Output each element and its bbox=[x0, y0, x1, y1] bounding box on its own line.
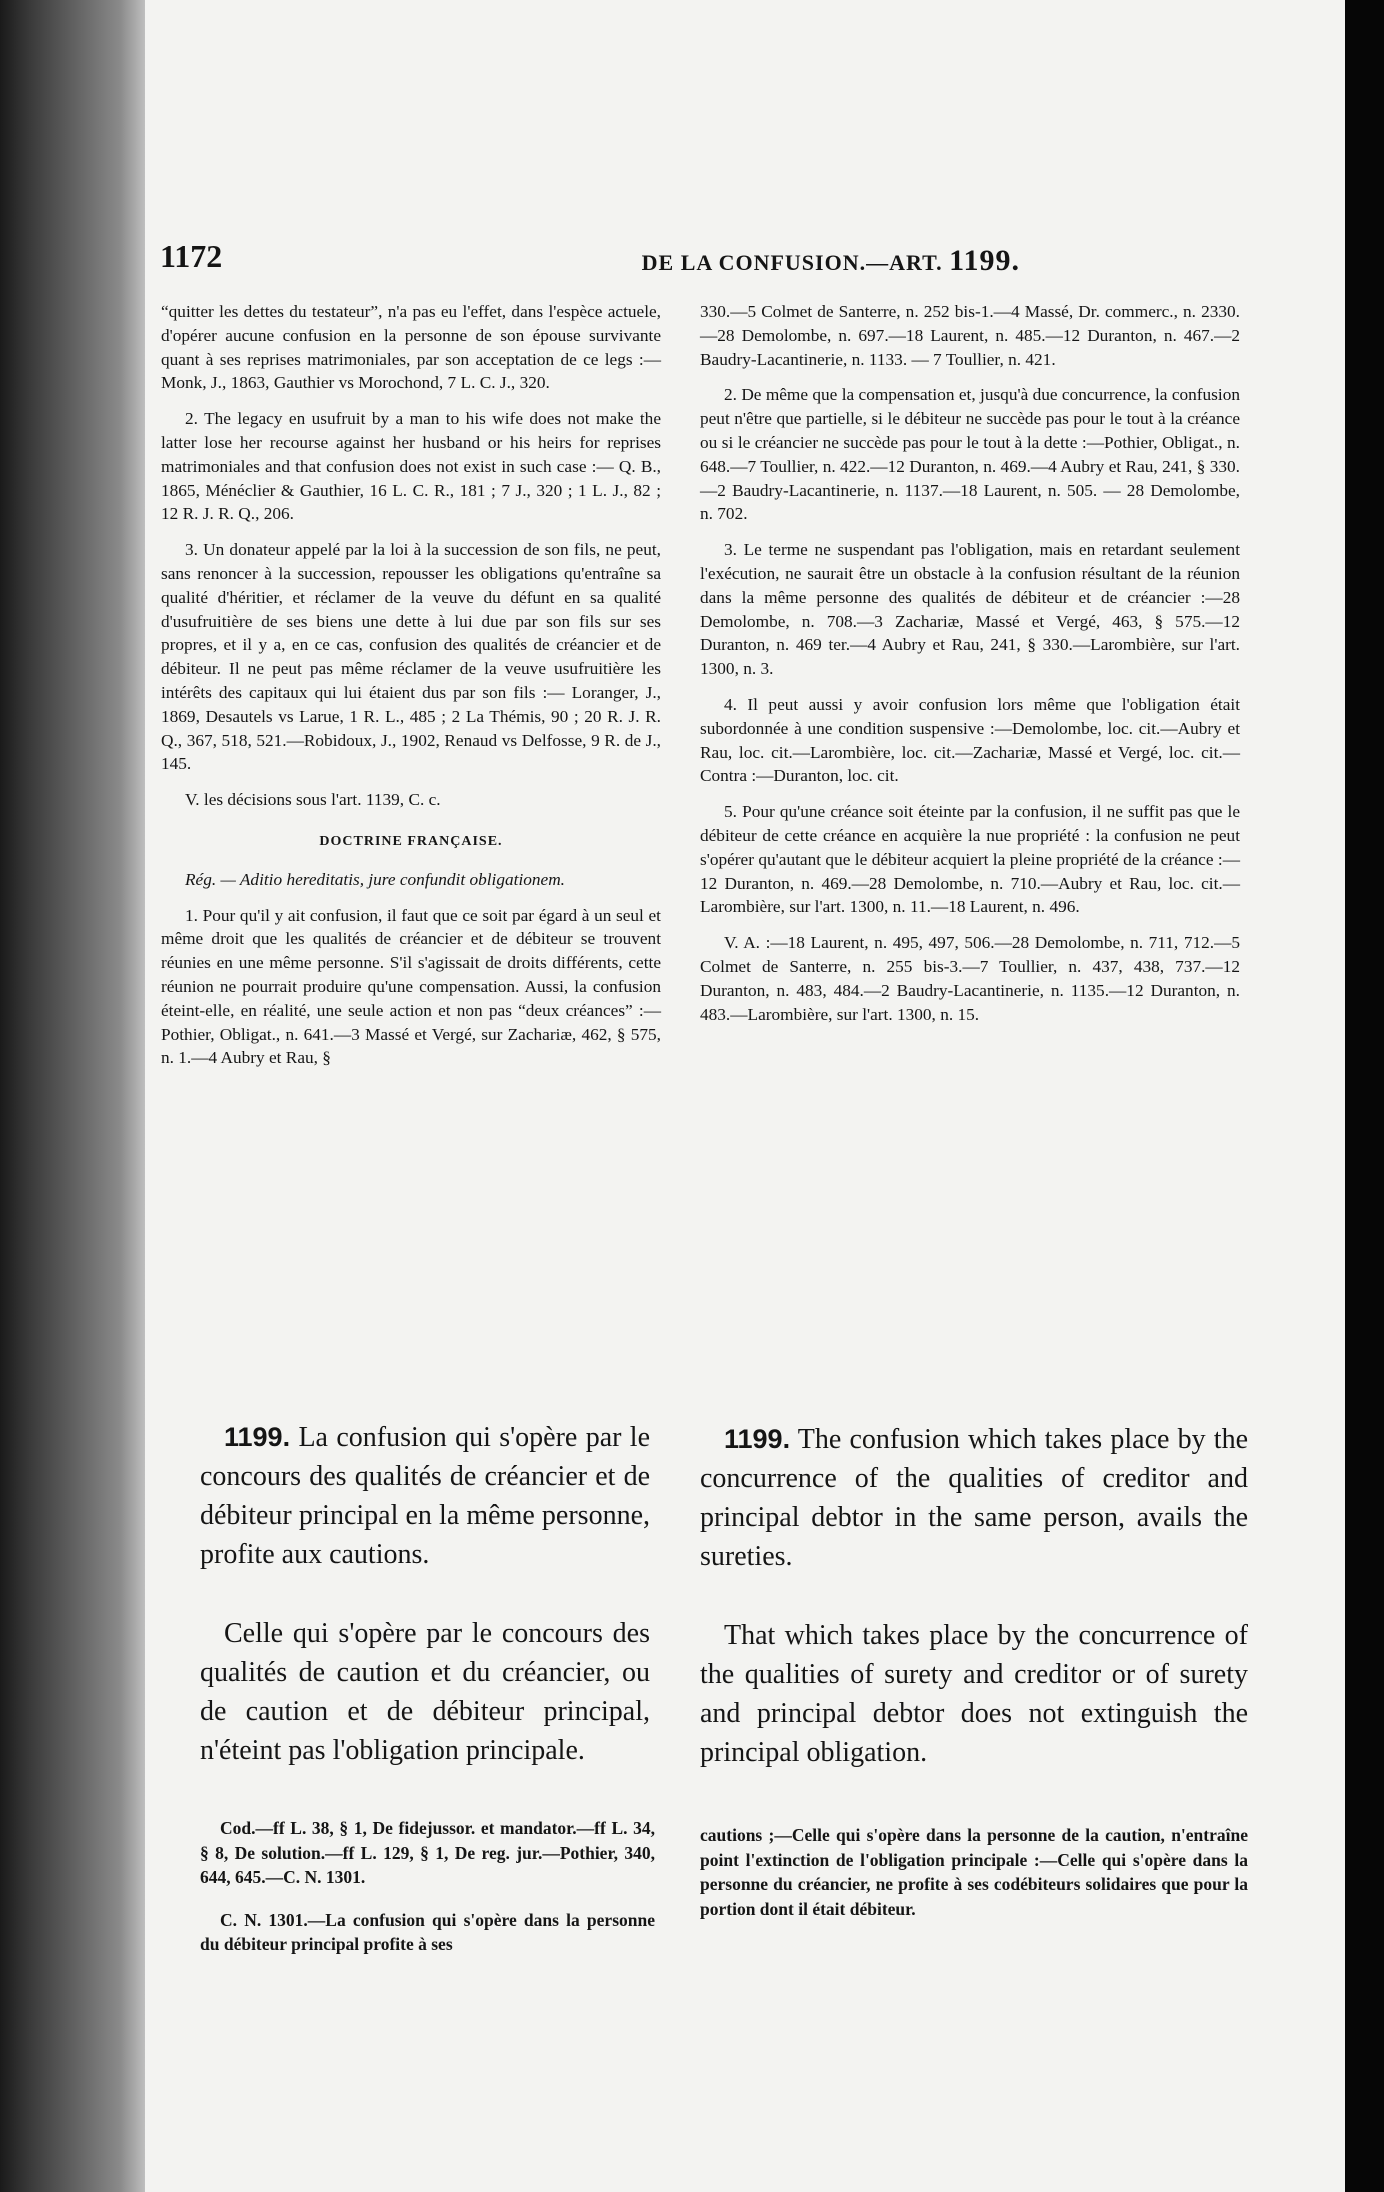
right-para-6: V. A. :—18 Laurent, n. 495, 497, 506.—28 Demolombe, n. 711, 712.—5 Colmet de Santerre, n. 255 bis-3.—7 Toullier, n. 437, 438, 737.—12 Duranton, n. 483, 484.—2 Baudry-Lacantinerie, n. 1135.—12 Duranton, n. 483.—Larombière, sur l'art. 1300, n. 15. bbox=[700, 933, 1240, 1024]
right-para-2: 2. De même que la compensation et, jusqu'à due concurrence, la confusion peut n'être que partielle, si le débiteur ne succède pas pour le tout à la créance ou si le créancier ne succède pas pour le tout à la dette :—Pothier, Obligat., n. 648.—7 Toullier, n. 422.—12 Duranton, n. 469.—4 Aubry et Rau, 241, § 330.—2 Baudry-Lacantinerie, n. 1137.—18 Laurent, n. 505. — 28 Demolombe, n. 702. bbox=[700, 385, 1240, 524]
right-para-5: 5. Pour qu'une créance soit éteinte par la confusion, il ne suffit pas que le débiteur de cette créance en acquière la nue propriété : la confusion ne peut s'opérer qu'autant que le débiteur acquiert la pleine propriété de la créance :—12 Duranton, n. 469.—28 Demolombe, n. 710.—Aubry et Rau, loc. cit.—Larombière, sur l'art. 1300, n. 11.—18 Laurent, n. 496. bbox=[700, 802, 1240, 917]
left-para-4: V. les décisions sous l'art. 1139, C. c. bbox=[185, 790, 441, 810]
page-number: 1172 bbox=[160, 238, 223, 274]
running-head bbox=[642, 244, 1020, 278]
right-para-3: 3. Le terme ne suspendant pas l'obligation, mais en retardant seulement l'exécution, ne saurait être un obstacle à la confusion résultant de la réunion dans la même personne des qualités de débiteur et de créancier :—28 Demolombe, n. 708.—3 Zachariæ, Massé et Vergé, 463, § 575.—12 Duranton, n. 469 ter.—4 Aubry et Rau, 241, § 330.—Larombière, sur l'art. 1300, n. 3. bbox=[700, 540, 1240, 679]
article-english-para-2: That which takes place by the concurrence of the qualities of surety and creditor or of surety and principal debtor does not extinguish the principal obligation. bbox=[700, 1620, 1248, 1768]
article-number-en: 1199. bbox=[724, 1424, 791, 1454]
left-para-2: 2. The legacy en usufruit by a man to his wife does not make the latter lose her recourse against her husband or his heirs for reprises matrimoniales and that confusion does not exist in such case :— Q. B., 1865, Ménéclier & Gauthier, 16 L. C. R., 181 ; 7 J., 320 ; 1 L. J., 82 ; 12 R. J. R. Q., 206. bbox=[161, 409, 661, 524]
left-para-6: 1. Pour qu'il y ait confusion, il faut que ce soit par égard à un seul et même droit que les qualités de créancier et de débiteur se trouvent réunies en une même personne. S'il s'agissait de droits différents, cette réunion ne pourrait produire qu'une compensation. Aussi, la confusion éteint-elle, en réalité, une seule action et non pas “deux créances” :—Pothier, Obligat., n. 641.—3 Massé et Vergé, sur Zachariæ, 462, § 575, n. 1.—4 Aubry et Rau, § bbox=[161, 905, 661, 1068]
article-french bbox=[200, 1418, 650, 1810]
notes-right bbox=[700, 1823, 1248, 1939]
notes-left-para-2: C. N. 1301.—La confusion qui s'opère dans la personne du débiteur principal profite à ses bbox=[200, 1909, 655, 1954]
left-column bbox=[161, 300, 661, 1082]
article-number-fr: 1199. bbox=[224, 1422, 291, 1452]
notes-left-para-1: Cod.—ff L. 38, § 1, De fidejussor. et mandator.—ff L. 34, § 8, De solution.—ff L. 129, § 1, De reg. jur.—Pothier, 340, 644, 645.—C. N. 1301. bbox=[200, 1818, 655, 1887]
article-english-para-1 bbox=[700, 1420, 1248, 1576]
doctrine-heading: DOCTRINE FRANÇAISE. bbox=[319, 833, 503, 849]
running-head-article: 1199. bbox=[949, 244, 1020, 277]
left-para-3: 3. Un donateur appelé par la loi à la succession de son fils, ne peut, sans renoncer à la succession, repousser les obligations qu'entraîne sa qualité d'héritier, et réclamer de la veuve du défunt en sa qualité d'usufruitière de ses biens une dette à lui due par son fils sur ses propres, et il y a, en ce cas, confusion des qualités de créancier et de débiteur. Il ne peut pas même réclamer de la veuve usufruitière les intérêts des capitaux qui lui étaient dus par son fils :— Loranger, J., 1869, Desautels vs Larue, 1 R. L., 485 ; 2 La Thémis, 90 ; 20 R. J. R. Q., 367, 518, 521.—Robidoux, J., 1902, Renaud vs Delfosse, 9 R. de J., 145. bbox=[161, 540, 661, 774]
article-french-para-2: Celle qui s'opère par le concours des qualités de caution et du créancier, ou de caution et de débiteur principal, n'éteint pas l'obligation principale. bbox=[200, 1618, 650, 1766]
page-header bbox=[160, 238, 1020, 278]
left-para-5: Rég. — Aditio hereditatis, jure confundit obligationem. bbox=[185, 869, 565, 889]
left-para-1: “quitter les dettes du testateur”, n'a pas eu l'effet, dans l'espèce actuele, d'opérer aucune confusion en la personne de son épouse survivante quant à ses reprises matrimoniales, par son acceptation de ce legs :—Monk, J., 1863, Gauthier vs Morochond, 7 L. C. J., 320. bbox=[161, 302, 661, 393]
right-column bbox=[700, 300, 1240, 1038]
notes-left bbox=[200, 1816, 655, 1975]
right-para-4: 4. Il peut aussi y avoir confusion lors même que l'obligation était subordonnée à une condition suspensive :—Demolombe, loc. cit.—Aubry et Rau, loc. cit.—Larombière, loc. cit.—Zachariæ, Massé et Vergé, loc. cit.—Contra :—Duranton, loc. cit. bbox=[700, 694, 1240, 786]
book-spine bbox=[0, 0, 150, 2192]
page-edge-shadow bbox=[1345, 0, 1384, 2192]
right-para-1: 330.—5 Colmet de Santerre, n. 252 bis-1.—4 Massé, Dr. commerc., n. 2330.—28 Demolombe, n. 697.—18 Laurent, n. 485.—12 Duranton, n. 467.—2 Baudry-Lacantinerie, n. 1133. — 7 Toullier, n. 421. bbox=[700, 302, 1240, 369]
article-english-text-1: The confusion which takes place by the concurrence of the qualities of creditor and principal debtor in the same person, avails the sureties. bbox=[700, 1424, 1248, 1572]
notes-right-para-1: cautions ;—Celle qui s'opère dans la personne de la caution, n'entraîne point l'extinction de l'obligation principale :—Celle qui s'opère dans la personne du créancier, ne profite à ses codébiteurs solidaires que pour la portion dont il était débiteur. bbox=[700, 1825, 1248, 1919]
article-english bbox=[700, 1420, 1248, 1812]
article-french-para-1 bbox=[200, 1418, 650, 1574]
running-head-title: DE LA CONFUSION.—ART. bbox=[641, 250, 943, 275]
article-french-text-1: La confusion qui s'opère par le concours des qualités de créancier et de débiteur principal en la même personne, profite aux cautions. bbox=[200, 1422, 651, 1570]
